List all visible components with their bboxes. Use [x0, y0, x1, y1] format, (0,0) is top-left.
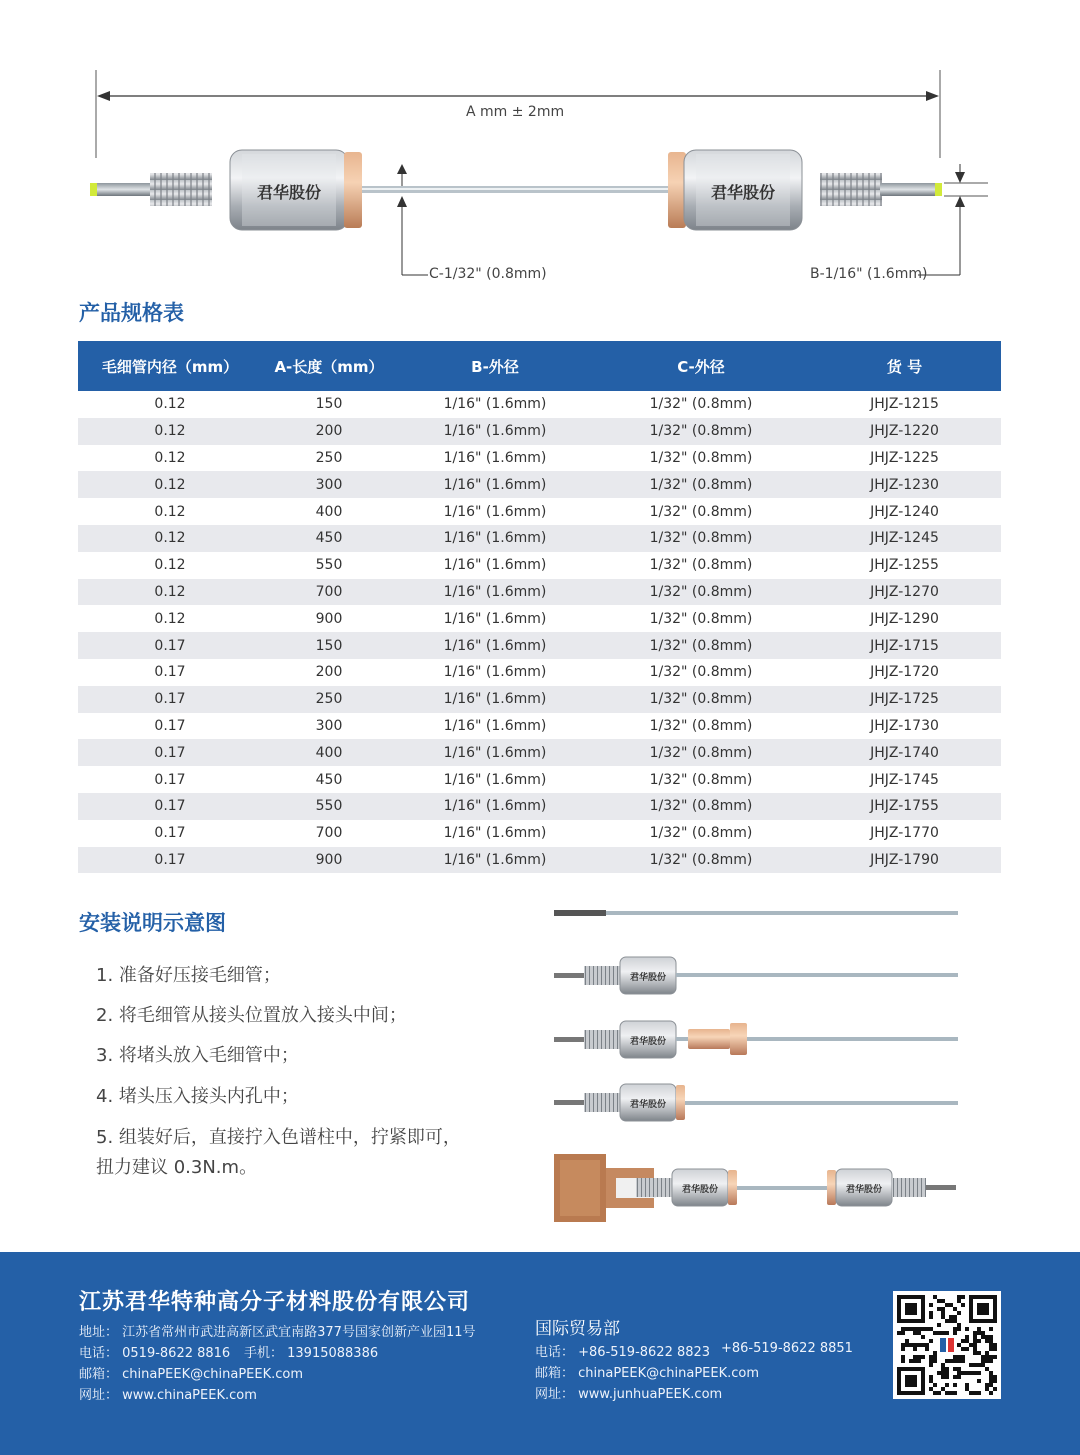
part-number-cell: JHJZ-1220 [808, 418, 1001, 445]
part-number-cell: JHJZ-1230 [808, 471, 1001, 498]
part-number-cell: JHJZ-1270 [808, 579, 1001, 606]
table-row [78, 445, 1001, 472]
col-header-length: A-长度（mm） [262, 341, 396, 391]
length-cell: 550 [315, 557, 343, 574]
install-illustration [550, 895, 970, 1230]
part-number-cell: JHJZ-1290 [870, 610, 939, 627]
b-diameter-cell: 1/16" (1.6mm) [443, 717, 547, 734]
spec-table [78, 341, 1001, 873]
company-mobile: 手机： 13915088386 [244, 1346, 379, 1361]
install-fitting-logo-4: 君华股份 [629, 1100, 666, 1110]
c-diameter-cell: 1/32" (0.8mm) [649, 825, 753, 842]
c-diameter-label: C-1/32" (0.8mm) [429, 266, 547, 282]
install-step-4: 4. 堵头压入接头内孔中； [96, 1086, 299, 1107]
inner-diameter-cell: 0.17 [78, 793, 262, 820]
company-footer [0, 1252, 1080, 1455]
part-number-cell: JHJZ-1790 [808, 847, 1001, 874]
dept-phone-2: +86-519-8622 8851 [721, 1341, 853, 1356]
company-website-link[interactable]: 网址： www.chinaPEEK.com [79, 1388, 257, 1403]
c-diameter-cell: 1/32" (0.8mm) [649, 771, 753, 788]
length-cell: 250 [315, 449, 343, 466]
b-diameter-cell: 1/16" (1.6mm) [443, 825, 547, 842]
part-number-cell: JHJZ-1740 [808, 739, 1001, 766]
length-cell: 300 [262, 471, 396, 498]
dept-email-link[interactable]: 邮箱： chinaPEEK@chinaPEEK.com [535, 1366, 760, 1381]
install-step-3: 3. 将堵头放入毛细管中； [96, 1045, 299, 1066]
spec-table-header [78, 341, 1001, 391]
part-number-cell: JHJZ-1725 [808, 686, 1001, 713]
inner-diameter-cell: 0.12 [154, 557, 186, 574]
install-step-2: 2. 将毛细管从接头位置放入接头中间； [96, 1005, 407, 1026]
spec-table-body [78, 391, 1001, 873]
b-diameter-cell: 1/16" (1.6mm) [396, 632, 594, 659]
table-row [78, 525, 1001, 552]
b-diameter-cell: 1/16" (1.6mm) [443, 771, 547, 788]
c-diameter-cell: 1/32" (0.8mm) [649, 610, 753, 627]
b-diameter-cell: 1/16" (1.6mm) [443, 557, 547, 574]
b-diameter-cell: 1/16" (1.6mm) [396, 471, 594, 498]
c-diameter-cell: 1/32" (0.8mm) [594, 418, 808, 445]
install-fitting-logo-5b: 君华股份 [845, 1185, 882, 1195]
inner-diameter-cell: 0.17 [78, 686, 262, 713]
c-diameter-cell: 1/32" (0.8mm) [594, 579, 808, 606]
company-phone: 电话： 0519-8622 8816 [79, 1346, 231, 1361]
dept-website-link[interactable]: 网址： www.junhuaPEEK.com [535, 1387, 723, 1402]
table-row [78, 713, 1001, 740]
table-row [78, 498, 1001, 525]
inner-diameter-cell: 0.17 [154, 771, 186, 788]
b-diameter-cell: 1/16" (1.6mm) [396, 847, 594, 874]
install-fitting-logo-2: 君华股份 [629, 973, 666, 983]
intl-trade-dept-title: 国际贸易部 [535, 1319, 620, 1339]
dimension-diagram [0, 0, 1080, 290]
install-step-5: 5. 组装好后，直接拧入色谱柱中，拧紧即可， [96, 1127, 461, 1148]
inner-diameter-cell: 0.17 [78, 847, 262, 874]
col-header-part-number: 货 号 [808, 341, 1001, 391]
table-row [78, 632, 1001, 659]
part-number-cell: JHJZ-1245 [808, 525, 1001, 552]
b-diameter-cell: 1/16" (1.6mm) [443, 396, 547, 413]
table-row [78, 391, 1001, 418]
length-cell: 450 [315, 771, 343, 788]
table-row [78, 847, 1001, 874]
c-diameter-cell: 1/32" (0.8mm) [594, 793, 808, 820]
part-number-cell: JHJZ-1225 [870, 449, 939, 466]
c-diameter-cell: 1/32" (0.8mm) [594, 471, 808, 498]
fitting-logo-right: 君华股份 [710, 183, 775, 202]
dept-phone: 电话： +86-519-8622 8823 [535, 1345, 711, 1360]
length-cell: 250 [262, 686, 396, 713]
b-diameter-cell: 1/16" (1.6mm) [443, 664, 547, 681]
part-number-cell: JHJZ-1745 [870, 771, 939, 788]
table-row [78, 471, 1001, 498]
length-cell: 400 [315, 503, 343, 520]
part-number-cell: JHJZ-1770 [870, 825, 939, 842]
c-diameter-cell: 1/32" (0.8mm) [649, 449, 753, 466]
table-row [78, 793, 1001, 820]
inner-diameter-cell: 0.12 [78, 418, 262, 445]
b-diameter-cell: 1/16" (1.6mm) [396, 525, 594, 552]
length-cell: 400 [262, 739, 396, 766]
fitting-logo-left: 君华股份 [256, 183, 321, 202]
b-diameter-cell: 1/16" (1.6mm) [396, 418, 594, 445]
table-row [78, 739, 1001, 766]
c-diameter-cell: 1/32" (0.8mm) [649, 717, 753, 734]
inner-diameter-cell: 0.12 [78, 525, 262, 552]
inner-diameter-cell: 0.17 [78, 739, 262, 766]
inner-diameter-cell: 0.12 [154, 610, 186, 627]
b-diameter-cell: 1/16" (1.6mm) [396, 686, 594, 713]
install-fitting-logo-3: 君华股份 [629, 1037, 666, 1047]
table-row [78, 820, 1001, 847]
inner-diameter-cell: 0.17 [154, 825, 186, 842]
length-cell: 550 [262, 793, 396, 820]
company-name: 江苏君华特种高分子材料股份有限公司 [79, 1290, 471, 1315]
table-row [78, 552, 1001, 579]
c-diameter-cell: 1/32" (0.8mm) [594, 525, 808, 552]
inner-diameter-cell: 0.12 [78, 579, 262, 606]
inner-diameter-cell: 0.12 [154, 449, 186, 466]
company-email-link[interactable]: 邮箱： chinaPEEK@chinaPEEK.com [79, 1367, 304, 1382]
b-diameter-cell: 1/16" (1.6mm) [443, 610, 547, 627]
qr-code[interactable] [893, 1291, 1001, 1399]
b-diameter-cell: 1/16" (1.6mm) [443, 449, 547, 466]
table-row [78, 766, 1001, 793]
b-diameter-cell: 1/16" (1.6mm) [396, 739, 594, 766]
table-row [78, 418, 1001, 445]
length-cell: 900 [262, 847, 396, 874]
inner-diameter-cell: 0.17 [154, 664, 186, 681]
length-cell: 450 [262, 525, 396, 552]
length-dimension-label: A mm ± 2mm [466, 104, 565, 120]
c-diameter-cell: 1/32" (0.8mm) [649, 503, 753, 520]
install-steps-drawing [550, 895, 970, 1230]
part-number-cell: JHJZ-1720 [870, 664, 939, 681]
part-number-cell: JHJZ-1240 [870, 503, 939, 520]
c-diameter-cell: 1/32" (0.8mm) [649, 396, 753, 413]
b-diameter-cell: 1/16" (1.6mm) [396, 793, 594, 820]
part-number-cell: JHJZ-1715 [808, 632, 1001, 659]
c-diameter-cell: 1/32" (0.8mm) [594, 739, 808, 766]
c-diameter-cell: 1/32" (0.8mm) [649, 664, 753, 681]
part-number-cell: JHJZ-1215 [870, 396, 939, 413]
b-diameter-cell: 1/16" (1.6mm) [396, 579, 594, 606]
install-section-title: 安装说明示意图 [79, 911, 226, 935]
c-diameter-cell: 1/32" (0.8mm) [594, 847, 808, 874]
length-cell: 700 [315, 825, 343, 842]
table-row [78, 579, 1001, 606]
capillary-assembly-drawing [0, 0, 1080, 290]
inner-diameter-cell: 0.12 [78, 471, 262, 498]
part-number-cell: JHJZ-1730 [870, 717, 939, 734]
inner-diameter-cell: 0.12 [154, 396, 186, 413]
length-cell: 150 [262, 632, 396, 659]
inner-diameter-cell: 0.17 [154, 717, 186, 734]
c-diameter-cell: 1/32" (0.8mm) [649, 557, 753, 574]
company-address: 地址： 江苏省常州市武进高新区武宜南路377号国家创新产业园11号 [79, 1325, 476, 1340]
qr-code-pattern [893, 1291, 1001, 1399]
length-cell: 200 [315, 664, 343, 681]
install-step-5-torque: 扭力建议 0.3N.m。 [96, 1157, 258, 1178]
col-header-b-diameter: B-外径 [396, 341, 594, 391]
table-row [78, 686, 1001, 713]
spec-section-title: 产品规格表 [79, 301, 184, 325]
length-cell: 300 [315, 717, 343, 734]
inner-diameter-cell: 0.12 [154, 503, 186, 520]
c-diameter-cell: 1/32" (0.8mm) [594, 632, 808, 659]
install-fitting-logo-5a: 君华股份 [681, 1185, 718, 1195]
install-step-1: 1. 准备好压接毛细管； [96, 965, 281, 986]
table-row [78, 659, 1001, 686]
length-cell: 150 [315, 396, 343, 413]
col-header-c-diameter: C-外径 [594, 341, 808, 391]
part-number-cell: JHJZ-1255 [870, 557, 939, 574]
length-cell: 700 [262, 579, 396, 606]
length-cell: 200 [262, 418, 396, 445]
table-row [78, 605, 1001, 632]
part-number-cell: JHJZ-1755 [808, 793, 1001, 820]
inner-diameter-cell: 0.17 [78, 632, 262, 659]
length-cell: 900 [315, 610, 343, 627]
b-diameter-label: B-1/16" (1.6mm) [810, 266, 928, 282]
col-header-inner-diameter: 毛细管内径（mm） [78, 341, 262, 391]
c-diameter-cell: 1/32" (0.8mm) [594, 686, 808, 713]
b-diameter-cell: 1/16" (1.6mm) [443, 503, 547, 520]
